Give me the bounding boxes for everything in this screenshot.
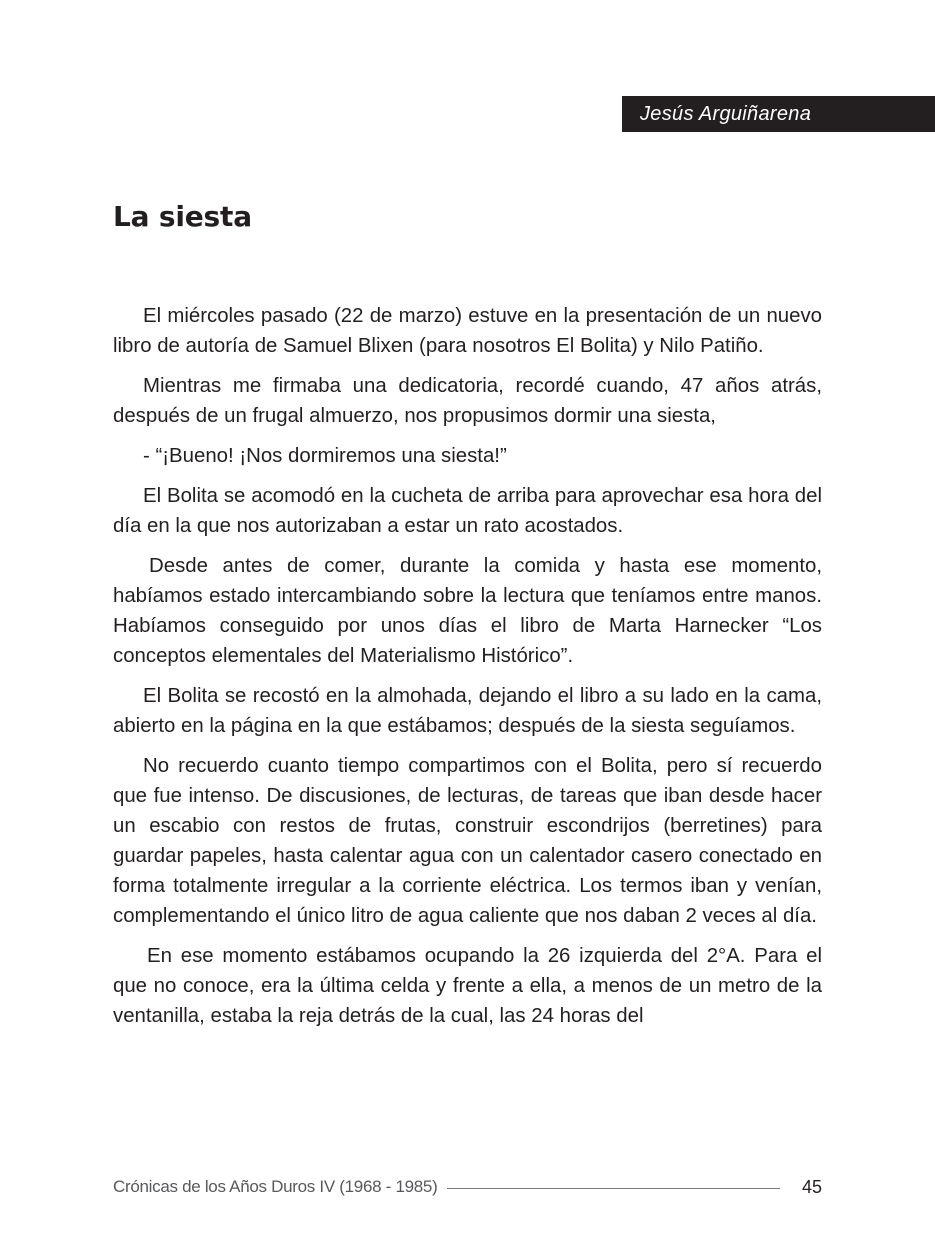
author-header-tab	[622, 96, 935, 132]
paragraph: El Bolita se recostó en la almohada, dejando el libro a su lado en la cama, abierto en la página en la que estábamos; después de la siesta seguíamos.	[113, 685, 822, 737]
paragraph: En ese momento estábamos ocupando la 26 izquierda del 2°A. Para el que no conoce, era la última celda y frente a ella, a menos de un metro de la ventanilla, estaba la reja detrás de la cual, las 24 horas del	[113, 945, 822, 1027]
page-number: 45	[801, 1176, 822, 1197]
body-text	[113, 301, 822, 1041]
paragraph: El miércoles pasado (22 de marzo) estuve en la presentación de un nuevo libro de autoría de Samuel Blixen (para nosotros El Bolita) y Nilo Patiño.	[113, 305, 822, 357]
paragraph: No recuerdo cuanto tiempo compartimos con el Bolita, pero sí recuerdo que fue intenso. De discusiones, de lecturas, de tareas que iban desde hacer un escabio con restos de frutas, construir escondrijos (berretines) para guardar papeles, hasta calentar agua con un calentador casero conectado en forma totalmente irregular a la corriente eléctrica. Los termos iban y venían, complementando el único litro de agua caliente que nos daban 2 veces al día.	[113, 755, 822, 927]
paragraph: Mientras me firmaba una dedicatoria, recordé cuando, 47 años atrás, después de un frugal almuerzo, nos propusimos dormir una siesta,	[113, 375, 822, 427]
chapter-title: La siesta	[113, 200, 252, 233]
author-name: Jesús Arguiñarena	[640, 102, 812, 125]
paragraph: El Bolita se acomodó en la cucheta de arriba para aprovechar esa hora del día en la que nos autorizaban a estar un rato acostados.	[113, 485, 822, 537]
dialog-line: - “¡Bueno! ¡Nos dormiremos una siesta!”	[143, 445, 507, 467]
footer-rule	[447, 1188, 780, 1189]
paragraph: Desde antes de comer, durante la comida y hasta ese momento, habíamos estado intercambiando sobre la lectura que teníamos entre manos. Habíamos conseguido por unos días el libro de Marta Harnecker “Los conceptos elementales del Materialismo Histórico”.	[113, 555, 822, 667]
page-footer	[113, 1172, 822, 1202]
footer-book-title: Crónicas de los Años Duros IV (1968 - 1985)	[113, 1177, 438, 1196]
